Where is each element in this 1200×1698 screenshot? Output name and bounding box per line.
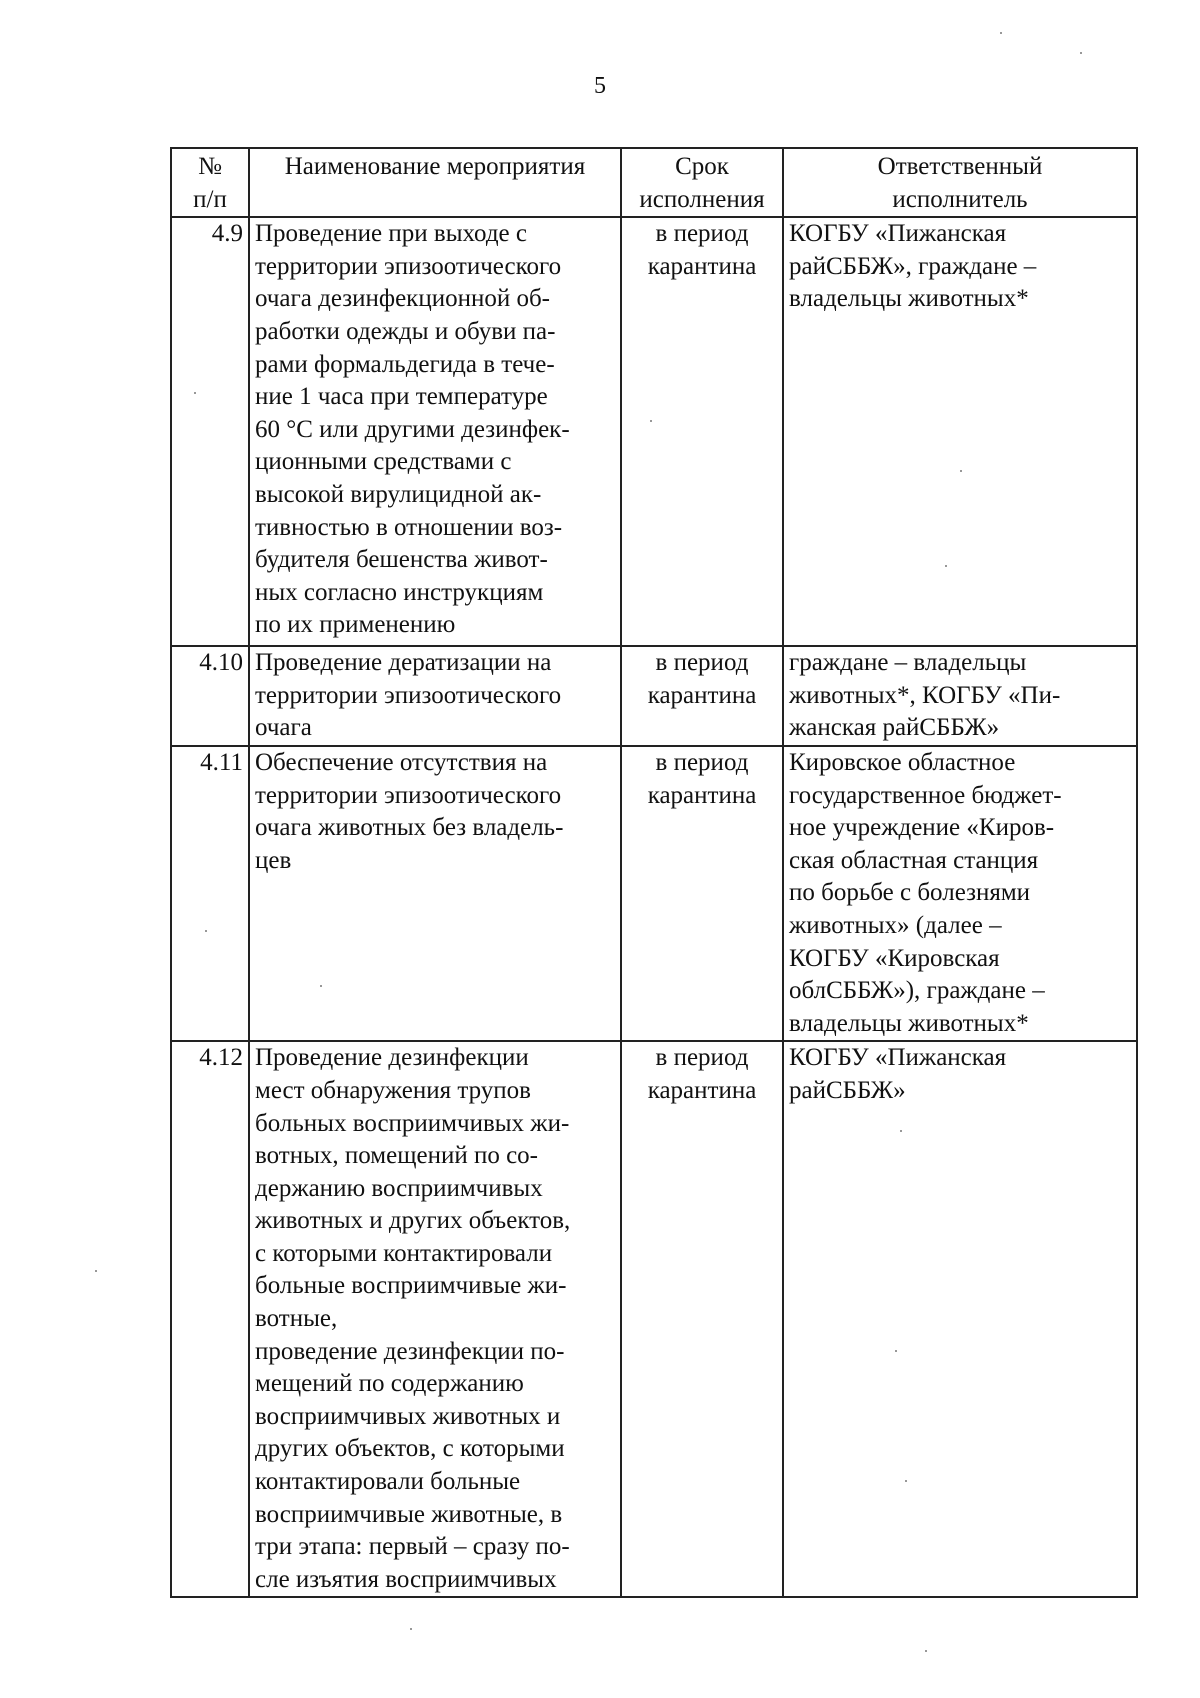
measure-name: Обеспечение отсутствия на территории эпизоотического очага животных без владель- цев <box>249 746 621 1041</box>
header-number: № п/п <box>171 148 249 217</box>
measure-responsible: Кировское областное государственное бюджет- ное учреждение «Киров- ская областная станция по борьбе с болезнями животных» (далее – КОГБУ «Кировская облСББЖ»), граждане – владельцы животных* <box>783 746 1137 1041</box>
scan-speck <box>650 420 652 422</box>
measure-term: в период карантина <box>621 746 783 1041</box>
scan-speck <box>900 1130 902 1132</box>
table-row <box>171 217 1137 646</box>
measure-name: Проведение дератизации на территории эпизоотического очага <box>249 646 621 746</box>
header-measure-name: Наименование мероприятия <box>249 148 621 217</box>
scan-speck <box>960 470 962 472</box>
header-term: Срок исполнения <box>621 148 783 217</box>
scan-speck <box>945 565 947 567</box>
row-number: 4.12 <box>171 1041 249 1597</box>
scan-speck <box>895 1350 897 1352</box>
table-row <box>171 746 1137 1041</box>
row-number: 4.9 <box>171 217 249 646</box>
scan-speck <box>1000 32 1002 34</box>
scan-speck <box>320 985 322 987</box>
measure-responsible: граждане – владельцы животных*, КОГБУ «Пи- жанская райСББЖ» <box>783 646 1137 746</box>
row-number: 4.11 <box>171 746 249 1041</box>
measure-name: Проведение дезинфекции мест обнаружения трупов больных восприимчивых жи- вотных, помещений по со- держанию восприимчивых животных и других объектов, с которыми контактировали больные восприимчивые жи- вотные, проведение дезинфекции по- мещений по содержанию восприимчивых животных и других объектов, с которыми контактировали больные восприимчивые животные, в три этапа: первый – сразу по- сле изъятия восприимчивых <box>249 1041 621 1597</box>
scan-speck <box>194 392 196 394</box>
measure-name: Проведение при выходе с территории эпизоотического очага дезинфекционной об- работки одежды и обуви па- рами формальдегида в тече- ние 1 часа при температуре 60 °С или другими дезинфек- ционными средствами с высокой вирулицидной ак- тивностью в отношении воз- будителя бешенства живот- ных согласно инструкциям по их применению <box>249 217 621 646</box>
scan-speck <box>925 1650 927 1652</box>
header-responsible: Ответственный исполнитель <box>783 148 1137 217</box>
table-header-row <box>171 148 1137 217</box>
table-row <box>171 646 1137 746</box>
measure-responsible: КОГБУ «Пижанская райСББЖ», граждане – владельцы животных* <box>783 217 1137 646</box>
scan-speck <box>95 1270 97 1272</box>
row-number: 4.10 <box>171 646 249 746</box>
measure-responsible: КОГБУ «Пижанская райСББЖ» <box>783 1041 1137 1597</box>
measure-term: в период карантина <box>621 1041 783 1597</box>
scan-speck <box>410 1628 412 1630</box>
table-row <box>171 1041 1137 1597</box>
page-number: 5 <box>594 73 606 99</box>
measures-table <box>170 147 1138 1598</box>
measure-term: в период карантина <box>621 646 783 746</box>
scan-speck <box>205 930 207 932</box>
scan-speck <box>1080 52 1082 54</box>
measure-term: в период карантина <box>621 217 783 646</box>
scan-speck <box>905 1480 907 1482</box>
